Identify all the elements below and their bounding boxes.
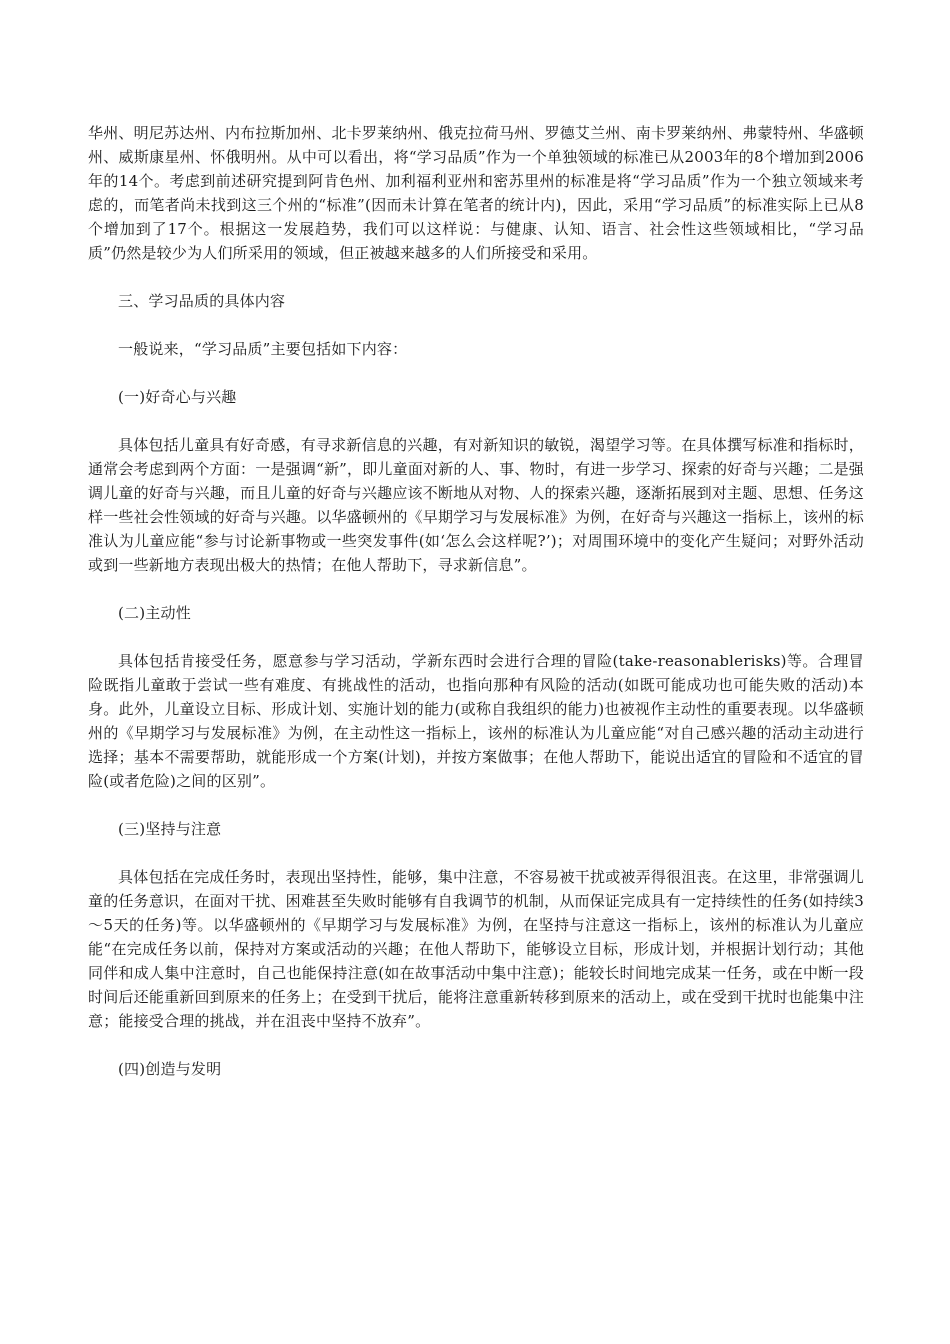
document-body (88, 121, 864, 1081)
paragraph-gap (88, 793, 864, 817)
paragraph-gap (88, 409, 864, 433)
paragraph-initiative: 具体包括肯接受任务，愿意参与学习活动，学新东西时会进行合理的冒险(take-reasonablerisks)等。合理冒险既指儿童敢于尝试一些有难度、有挑战性的活动，也指向那种有风险的活动(如既可能成功也可能失败的活动)本身。此外，儿童设立目标、形成计划、实施计划的能力(或称自我组织的能力)也被视作主动性的重要表现。以华盛顿州的《早期学习与发展标准》为例，在主动性这一指标上，该州的标准认为儿童应能“对自己感兴趣的活动主动进行选择；基本不需要帮助，就能形成一个方案(计划)，并按方案做事；在他人帮助下，能说出适宜的冒险和不适宜的冒险(或者危险)之间的区别”。 (88, 652, 864, 790)
subheading-curiosity: (一)好奇心与兴趣 (118, 388, 237, 406)
paragraph-gap (88, 841, 864, 865)
paragraph-gap (88, 313, 864, 337)
paragraph-intro: 一般说来，“学习品质”主要包括如下内容： (118, 340, 408, 358)
paragraph-states-list: 华州、明尼苏达州、内布拉斯加州、北卡罗莱纳州、俄克拉荷马州、罗德艾兰州、南卡罗莱纳州、弗蒙特州、华盛顿州、威斯康星州、怀俄明州。从中可以看出，将“学习品质”作为一个单独领域的标准已从2003年的8个增加到2006年的14个。考虑到前述研究提到阿肯色州、加利福利亚州和密苏里州的标准是将“学习品质”作为一个独立领域来考虑的，而笔者尚未找到这三个州的“标准”(因而未计算在笔者的统计内)，因此，采用“学习品质”的标准实际上已从8个增加到了17个。根据这一发展趋势，我们可以这样说：与健康、认知、语言、社会性这些领域相比，“学习品质”仍然是较少为人们所采用的领域，但正被越来越多的人们所接受和采用。 (88, 124, 864, 262)
subheading-persistence: (三)坚持与注意 (118, 820, 222, 838)
paragraph-gap (88, 625, 864, 649)
paragraph-gap (88, 361, 864, 385)
paragraph-curiosity: 具体包括儿童具有好奇感，有寻求新信息的兴趣，有对新知识的敏锐，渴望学习等。在具体撰写标准和指标时，通常会考虑到两个方面：一是强调“新”，即儿童面对新的人、事、物时，有进一步学习、探索的好奇与兴趣；二是强调儿童的好奇与兴趣，而且儿童的好奇与兴趣应该不断地从对物、人的探索兴趣，逐渐拓展到对主题、思想、任务这样一些社会性领域的好奇与兴趣。以华盛顿州的《早期学习与发展标准》为例，在好奇与兴趣这一指标上，该州的标准认为儿童应能“参与讨论新事物或一些突发事件(如‘怎么会这样呢?’)；对周围环境中的变化产生疑问；对野外活动或到一些新地方表现出极大的热情；在他人帮助下，寻求新信息”。 (88, 436, 864, 574)
section-heading-3: 三、学习品质的具体内容 (118, 292, 286, 310)
paragraph-gap (88, 1033, 864, 1057)
paragraph-gap (88, 577, 864, 601)
paragraph-persistence: 具体包括在完成任务时，表现出坚持性，能够，集中注意，不容易被干扰或被弄得很沮丧。在这里，非常强调儿童的任务意识，在面对干扰、困难甚至失败时能够有自我调节的机制，从而保证完成具有一定持续性的任务(如持续3～5天的任务)等。以华盛顿州的《早期学习与发展标准》为例，在坚持与注意这一指标上，该州的标准认为儿童应能“在完成任务以前，保持对方案或活动的兴趣；在他人帮助下，能够设立目标，形成计划，并根据计划行动；其他同伴和成人集中注意时，自己也能保持注意(如在故事活动中集中注意)；能较长时间地完成某一任务，或在中断一段时间后还能重新回到原来的任务上；在受到干扰后，能将注意重新转移到原来的活动上，或在受到干扰时也能集中注意；能接受合理的挑战，并在沮丧中坚持不放弃”。 (88, 868, 864, 1030)
paragraph-gap (88, 265, 864, 289)
subheading-initiative: (二)主动性 (118, 604, 191, 622)
subheading-creativity: (四)创造与发明 (118, 1060, 222, 1078)
